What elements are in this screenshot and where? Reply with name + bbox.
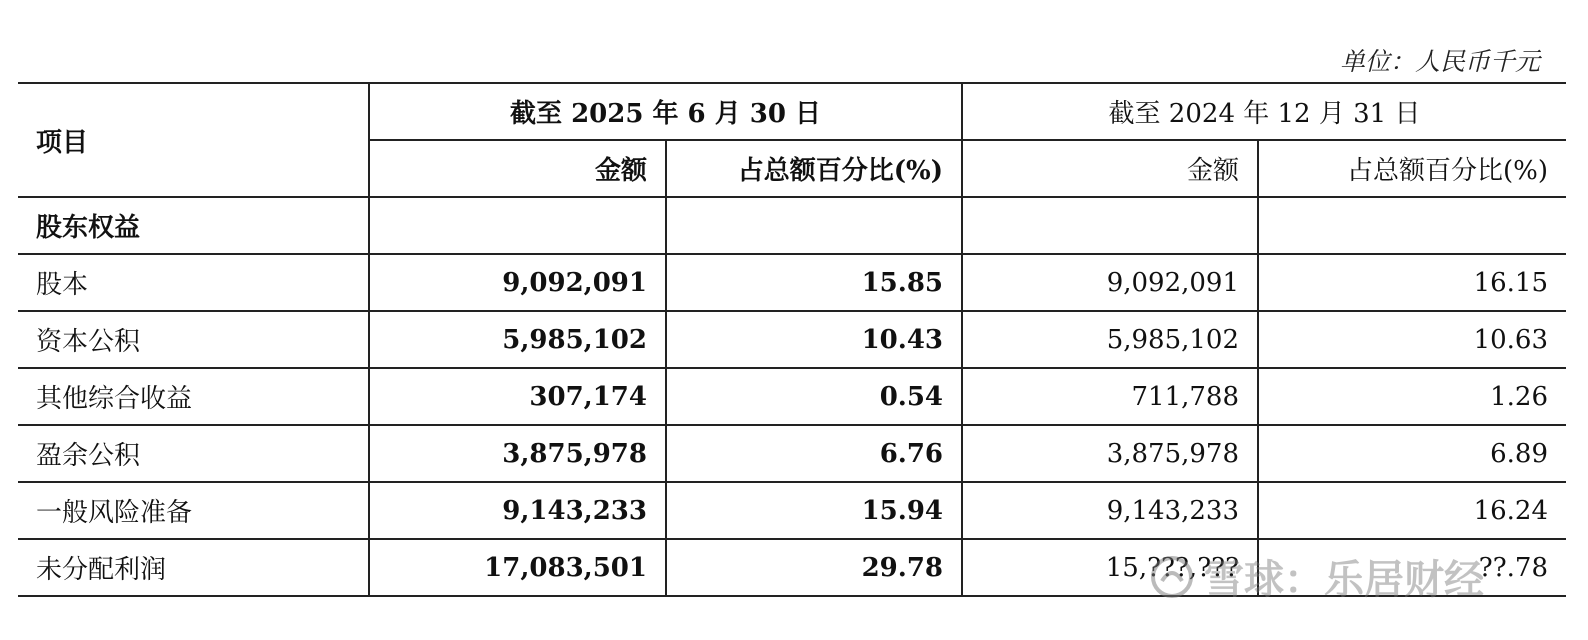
table-row bbox=[18, 482, 1566, 539]
header-item: 项目 bbox=[18, 83, 369, 197]
equity-table bbox=[18, 82, 1566, 597]
row-label: 未分配利润 bbox=[18, 539, 369, 596]
prev-amount: 711,788 bbox=[962, 368, 1258, 425]
header-amount-current: 金额 bbox=[369, 140, 666, 197]
cur-pct: 0.54 bbox=[666, 368, 962, 425]
section-label: 股东权益 bbox=[18, 197, 369, 254]
prev-pct: 16.24 bbox=[1258, 482, 1566, 539]
section-empty-cell bbox=[962, 197, 1258, 254]
section-empty-cell bbox=[369, 197, 666, 254]
header-period-prior: 截至 2024 年 12 月 31 日 bbox=[962, 83, 1566, 140]
cur-pct: 15.94 bbox=[666, 482, 962, 539]
cur-amount: 307,174 bbox=[369, 368, 666, 425]
prev-amount: 9,143,233 bbox=[962, 482, 1258, 539]
header-pct-prior: 占总额百分比(%) bbox=[1258, 140, 1566, 197]
cur-amount: 9,092,091 bbox=[369, 254, 666, 311]
section-row bbox=[18, 197, 1566, 254]
row-label: 资本公积 bbox=[18, 311, 369, 368]
header-amount-prior: 金额 bbox=[962, 140, 1258, 197]
prev-amount: 9,092,091 bbox=[962, 254, 1258, 311]
table-row bbox=[18, 311, 1566, 368]
unit-note: 单位：人民币千元 bbox=[1339, 47, 1540, 76]
prev-pct: ??.78 bbox=[1258, 539, 1566, 596]
prev-pct: 6.89 bbox=[1258, 425, 1566, 482]
cur-pct: 6.76 bbox=[666, 425, 962, 482]
cur-amount: 3,875,978 bbox=[369, 425, 666, 482]
section-empty-cell bbox=[1258, 197, 1566, 254]
header-row-periods bbox=[18, 83, 1566, 140]
table-row bbox=[18, 539, 1566, 596]
prev-amount: 15,???,??? bbox=[962, 539, 1258, 596]
cur-pct: 15.85 bbox=[666, 254, 962, 311]
table-row bbox=[18, 254, 1566, 311]
row-label: 盈余公积 bbox=[18, 425, 369, 482]
prev-pct: 10.63 bbox=[1258, 311, 1566, 368]
cur-amount: 5,985,102 bbox=[369, 311, 666, 368]
row-label: 股本 bbox=[18, 254, 369, 311]
header-period-current: 截至 2025 年 6 月 30 日 bbox=[369, 83, 962, 140]
prev-amount: 5,985,102 bbox=[962, 311, 1258, 368]
table-row bbox=[18, 425, 1566, 482]
prev-pct: 1.26 bbox=[1258, 368, 1566, 425]
row-label: 其他综合收益 bbox=[18, 368, 369, 425]
cur-pct: 10.43 bbox=[666, 311, 962, 368]
cur-amount: 17,083,501 bbox=[369, 539, 666, 596]
header-pct-current: 占总额百分比(%) bbox=[666, 140, 962, 197]
cur-pct: 29.78 bbox=[666, 539, 962, 596]
section-empty-cell bbox=[666, 197, 962, 254]
prev-pct: 16.15 bbox=[1258, 254, 1566, 311]
row-label: 一般风险准备 bbox=[18, 482, 369, 539]
watermark-text: 雪球：乐居财经 bbox=[1204, 557, 1484, 603]
prev-amount: 3,875,978 bbox=[962, 425, 1258, 482]
cur-amount: 9,143,233 bbox=[369, 482, 666, 539]
table-row bbox=[18, 368, 1566, 425]
